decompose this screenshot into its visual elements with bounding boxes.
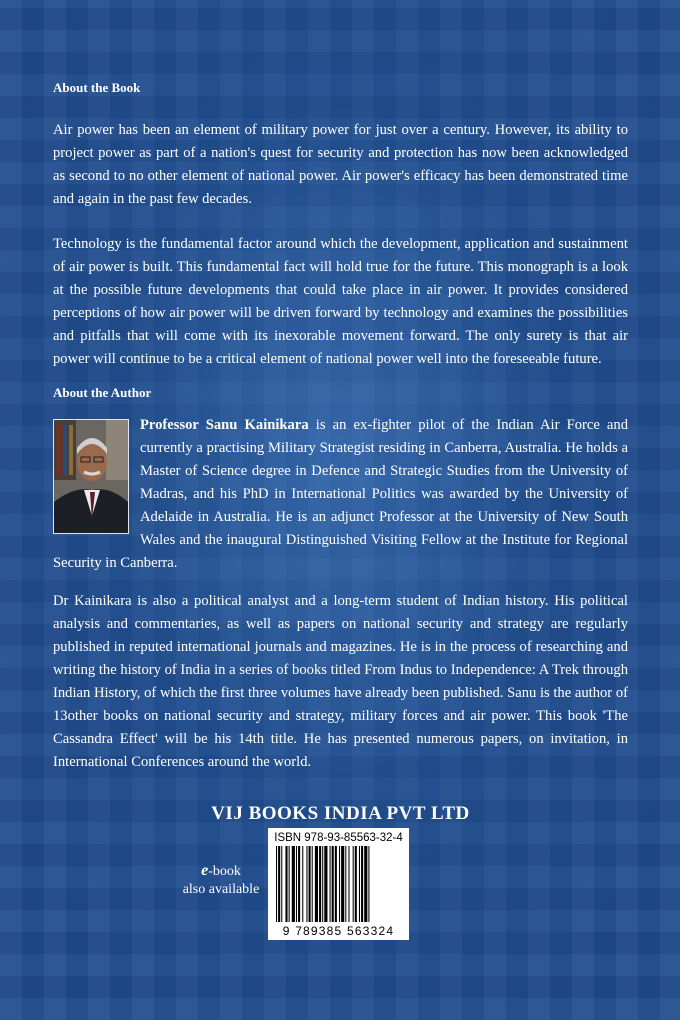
barcode-bar bbox=[292, 846, 295, 922]
barcode-bar bbox=[353, 846, 354, 922]
barcode-bar bbox=[276, 846, 277, 922]
author-bio-line bbox=[53, 414, 628, 437]
barcode-bar bbox=[281, 846, 282, 922]
barcode-bar bbox=[289, 846, 290, 922]
barcode-bar bbox=[332, 846, 334, 922]
barcode-bar bbox=[296, 846, 297, 922]
author-bio-line: Wales and the inaugural Distinguished Visiting Fellow at the Institute for Regional bbox=[140, 532, 628, 548]
author-bio-text: is an ex-fighter pilot of the Indian Air Force and bbox=[308, 417, 629, 433]
ebook-line-2: also available bbox=[182, 882, 260, 897]
barcode-bar bbox=[339, 846, 340, 922]
barcode-bar bbox=[324, 846, 327, 922]
barcode-bar bbox=[322, 846, 323, 922]
barcode-digit-group-1: 789385 bbox=[295, 924, 343, 938]
barcode-bar bbox=[330, 846, 331, 922]
barcode-bar bbox=[335, 846, 337, 922]
barcode-bar bbox=[368, 846, 369, 922]
ebook-line-1 bbox=[176, 862, 266, 881]
publisher-name: VIJ BOOKS INDIA PVT LTD bbox=[211, 803, 470, 824]
about-author-heading: About the Author bbox=[53, 385, 152, 400]
barcode-bar bbox=[345, 846, 346, 922]
ebook-notice bbox=[176, 862, 266, 899]
barcode-bar bbox=[348, 846, 349, 922]
author-bio-line: Adelaide in Australia. He is an adjunct Professor at the University of New South bbox=[140, 509, 628, 525]
about-book-paragraph-1: Air power has been an element of military power for just over a century. However, its ability to project power as part of a nation's quest for security and protection has now been acknowledged as second to no other element of national power. Air power's efficacy has been demonstrated time and again in the past few decades. bbox=[53, 122, 628, 207]
barcode-bar bbox=[315, 846, 318, 922]
barcode-bars bbox=[274, 846, 403, 926]
author-bio-line: Security in Canberra. bbox=[53, 555, 178, 571]
author-bio bbox=[53, 414, 628, 575]
barcode-bar bbox=[306, 846, 307, 922]
ebook-e-letter: e bbox=[201, 862, 209, 879]
author-bio-line: currently a practising Military Strategist residing in Canberra, Australia. He holds a bbox=[140, 440, 628, 456]
author-bio-line: Madras, and his PhD in International Politics was awarded by the University of bbox=[140, 486, 628, 502]
about-book-heading: About the Book bbox=[53, 80, 141, 95]
isbn-label: ISBN 978-93-85563-32-4 bbox=[274, 832, 403, 844]
ebook-word: -book bbox=[208, 864, 241, 879]
barcode-bar bbox=[312, 846, 313, 922]
barcode-bar bbox=[298, 846, 300, 922]
about-book-paragraph-2: Technology is the fundamental factor around which the development, application and sustainment of air power is built. This fundamental fact will hold true for the future. This monograph is a look at the possible future developments that could take place in air power. It provides considered perceptions of how air power will be driven forward by technology and examines the possibilities and pitfalls that will come with its inexorable movement forward. The only surety is that air power will continue to be a critical element of national power well into the foreseeable future. bbox=[53, 236, 628, 367]
barcode-bar bbox=[278, 846, 280, 922]
barcode-bar bbox=[361, 846, 363, 922]
barcode-digit-prefix: 9 bbox=[282, 924, 291, 938]
barcode-bar bbox=[319, 846, 321, 922]
about-author-paragraph-2: Dr Kainikara is also a political analyst and a long-term student of Indian history. His political analysis and commentaries, as well as papers on national security and strategy are regularly published in reputed international journals and magazines. He is in the process of researching and writing the history of India in a series of books titled From Indus to Independence: A Trek through Indian History, of which the first three volumes have already been published. Sanu is the author of 13other books on national security and strategy, military forces and air power. This book 'The Cassandra Effect' will be his 14th title. He has presented numerous papers, on invitation, in International Conferences around the world. bbox=[53, 593, 628, 770]
barcode-bar bbox=[309, 846, 311, 922]
barcode-bar bbox=[302, 846, 303, 922]
isbn-barcode bbox=[268, 828, 409, 940]
barcode-digits bbox=[268, 924, 409, 938]
barcode-bar bbox=[285, 846, 287, 922]
barcode-bar bbox=[341, 846, 344, 922]
author-bio-line: Master of Science degree in Defence and Strategic Studies from the University of bbox=[140, 463, 628, 479]
barcode-bar bbox=[355, 846, 357, 922]
barcode-bar bbox=[364, 846, 367, 922]
barcode-bar bbox=[359, 846, 360, 922]
author-name: Professor Sanu Kainikara bbox=[140, 417, 309, 433]
barcode-digit-group-2: 563324 bbox=[346, 924, 395, 938]
